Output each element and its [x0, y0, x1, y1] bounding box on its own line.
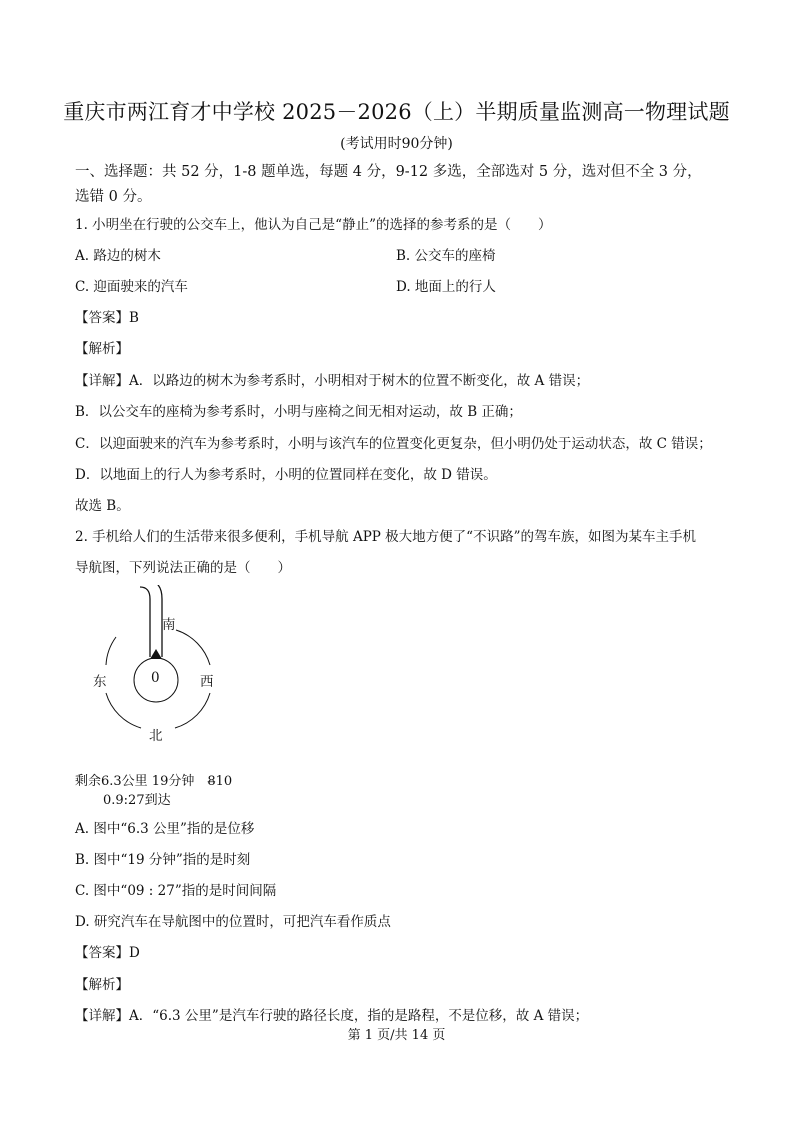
outer-ring-arc-right-top: [176, 630, 210, 665]
q1-detail-b: B．以公交车的座椅为参考系时，小明与座椅之间无相对运动，故 B 正确；: [75, 404, 522, 420]
q1-detail-a: 【详解】A．以路边的树木为参考系时，小明相对于树木的位置不断变化，故 A 错误；: [75, 373, 590, 389]
q1-answer: 【答案】B: [75, 310, 139, 326]
center-label: 0: [151, 670, 160, 686]
page-footer: 第 1 页/共 14 页: [347, 1028, 446, 1043]
q2-option-d: D. 研究汽车在导航图中的位置时，可把汽车看作质点: [75, 914, 391, 930]
q2-stem-line1: 2. 手机给人们的生活带来很多便利，手机导航 APP 极大地方便了“不识路”的驾车族，如图为某车主手机: [75, 529, 696, 545]
q2-answer: 【答案】D: [75, 945, 140, 961]
nav-caption-line1: 剩余6.3公里 19分钟 8̶10: [75, 774, 233, 789]
section-instructions-line1: 一、选择题：共 52 分，1-8 题单选，每题 4 分，9-12 多选，全部选对 5 分，选对但不全 3 分，: [75, 164, 702, 180]
q2-option-a: A. 图中“6.3 公里”指的是位移: [75, 821, 255, 837]
page-title: 重庆市两江育才中学校 2025－2026（上）半期质量监测高一物理试题: [63, 100, 730, 124]
car-marker-icon: [150, 649, 162, 659]
q1-conclusion: 故选 B。: [75, 498, 130, 514]
q2-option-c: C. 图中“09 : 27”指的是时间间隔: [75, 883, 277, 899]
exam-duration: (考试用时90分钟): [340, 136, 453, 152]
q2-detail-a: 【详解】A．“6.3 公里”是汽车行驶的路径长度，指的是路程，不是位移，故 A 错误；: [75, 1008, 589, 1024]
outer-ring-arc-left-top: [106, 637, 116, 665]
q1-option-d: D. 地面上的行人: [396, 279, 496, 295]
direction-east: 东: [93, 674, 107, 690]
outer-ring-arc-left-bottom: [106, 693, 141, 728]
q1-option-a: A. 路边的树木: [75, 248, 161, 264]
section-instructions-line2: 选错 0 分。: [75, 189, 152, 205]
direction-west: 西: [200, 674, 214, 690]
outer-ring-arc-right-bottom: [175, 693, 210, 728]
q1-detail-d: D．以地面上的行人为参考系时，小明的位置同样在变化，故 D 错误。: [75, 467, 497, 483]
q1-option-c: C. 迎面驶来的汽车: [75, 279, 188, 295]
route-line-outer: [140, 587, 150, 657]
q1-stem: 1. 小明坐在行驶的公交车上，他认为自己是“静止”的选择的参考系的是（ ）: [75, 217, 552, 233]
q2-analysis-label: 【解析】: [75, 977, 129, 993]
nav-caption-line2: 0.9:27到达: [103, 793, 171, 808]
q2-option-b: B. 图中“19 分钟”指的是时刻: [75, 852, 251, 868]
navigation-diagram: [78, 585, 238, 760]
direction-north: 北: [149, 728, 163, 744]
direction-south: 南: [162, 617, 176, 633]
q2-stem-line2: 导航图，下列说法正确的是（ ）: [75, 560, 291, 576]
q1-detail-c: C．以迎面驶来的汽车为参考系时，小明与该汽车的位置变化更复杂，但小明仍处于运动状态，故 C 错误；: [75, 436, 712, 452]
q1-analysis-label: 【解析】: [75, 341, 129, 357]
q1-option-b: B. 公交车的座椅: [396, 248, 496, 264]
